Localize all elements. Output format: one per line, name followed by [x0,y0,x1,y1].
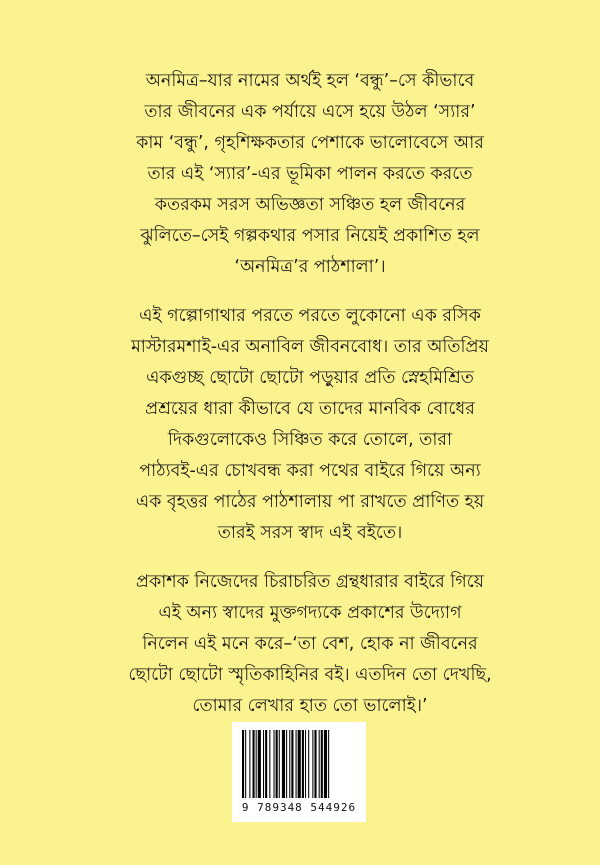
barcode-bar [298,730,301,798]
barcode-bar [321,730,323,798]
isbn-barcode [232,722,366,822]
blurb-text [100,66,520,740]
text-line: তারই সরস স্বাদ এই বইতে। [217,523,403,543]
barcode-bar [291,730,293,798]
text-line: ছোটো ছোটো স্মৃতিকাহিনির বই। এতদিন তো দেখছি, [128,665,492,685]
barcode-bar [289,730,290,798]
barcode-bar [265,730,267,798]
barcode-bar [286,730,287,798]
text-line: প্রশ্রয়ের ধারা কীভাবে যে তাদের মানবিক বোধের [145,399,475,419]
barcode-bar [282,730,285,798]
barcode-bar [242,730,244,798]
barcode-bar [302,730,304,798]
barcode-bar [269,730,270,798]
text-line: তার জীবনের এক পর্যায়ে এসে হয়ে উঠল ‘স্যার’ [144,102,476,122]
barcode-bar [314,730,316,798]
barcode-bar [258,730,261,798]
barcode-bar [305,730,306,798]
text-line: এই গল্পোগাথার পরতে পরতে লুকোনো এক রসিক [139,306,481,326]
barcode-bar [276,730,278,798]
barcode-bar [328,730,329,798]
paragraph-3 [100,567,520,722]
text-line: কতরকম সরস অভিজ্ঞতা সঞ্চিত হল জীবনের [154,195,466,215]
barcode-bar [296,730,297,798]
barcode-bar [249,730,250,798]
text-line: অনমিত্র–যার নামের অর্থই হল ‘বন্ধু’–সে কীভাবে [145,71,475,91]
barcode-bar [245,730,246,798]
paragraph-2 [100,301,520,549]
text-line: কাম ‘বন্ধু’, গৃহশিক্ষকতার পেশাকে ভালোবেসে আর [136,133,484,153]
text-line: প্রকাশক নিজেদের চিরাচরিত গ্রন্থধারার বাইরে গিয়ে [135,572,485,592]
text-line: পাঠ্যবই-এর চোখবন্ধ করা পথের বাইরে গিয়ে অন্য [139,461,481,481]
barcode-bar [263,730,264,798]
text-line: একগুচ্ছ ছোটো ছোটো পড়ুয়ার প্রতি স্নেহমিশ্রিত [146,368,474,388]
text-line: ‘অনমিত্র’র পাঠশালা’। [234,257,386,277]
barcode-icon [240,730,358,798]
barcode-bar [312,730,313,798]
text-line: এক বৃহত্তর পাঠের পাঠশালায় পা রাখতে প্রাণিত হয় [135,492,485,512]
paragraph-1 [100,66,520,283]
text-line: এই অন্য স্বাদের মুক্তগদ্যকে প্রকাশের উদ্যোগ [158,603,462,623]
text-line: তোমার লেখার হাত তো ভালোই।’ [192,696,428,716]
barcode-bar [274,730,275,798]
isbn-number: 9 789348 544926 [241,801,357,814]
text-line: তার এই ‘স্যার’-এর ভূমিকা পালন করতে করতে [147,164,473,184]
barcode-bar [308,730,309,798]
text-line: ঝুলিতে–সেই গল্পকথার পসার নিয়েই প্রকাশিত হল [140,226,480,246]
text-line: নিলেন এই মনে করে–‘তা বেশ, হোক না জীবনের [142,634,478,654]
barcode-bar [324,730,327,798]
barcode-bar [256,730,257,798]
text-line: মাস্টারমশাই-এর অনাবিল জীবনবোধ। তার অতিপ্রিয় [131,337,489,357]
barcode-bar [253,730,255,798]
text-line: দিকগুলোকেও সিঞ্চিত করে তোলে, তারা [167,430,453,450]
barcode-bar [279,730,280,798]
barcode-bar [319,730,320,798]
